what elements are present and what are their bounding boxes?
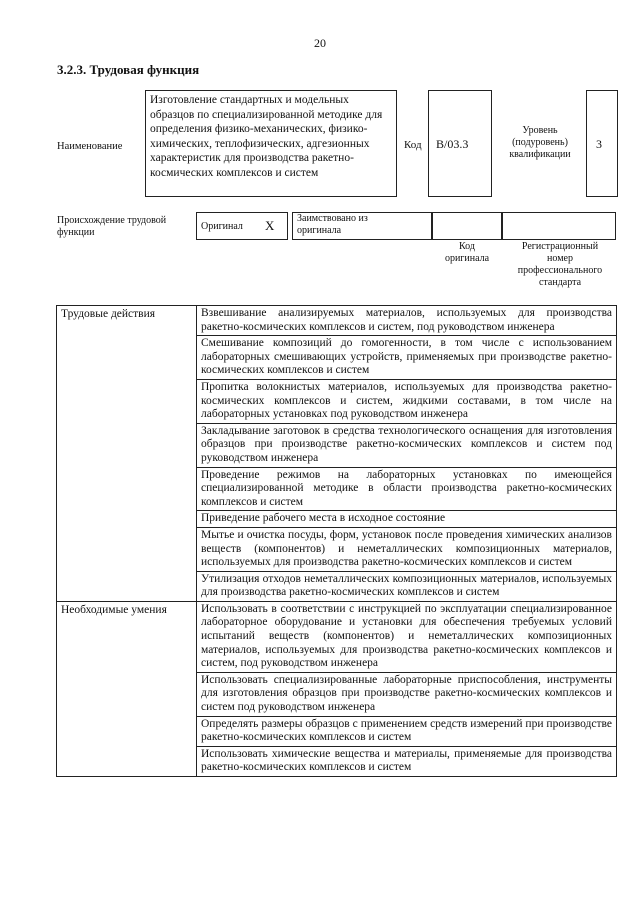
skill-item: Использовать специализированные лабораторные приспособления, инструменты для изготовления образцов при производстве ракетно-космических комплексов и систем под руководством инженера [197, 672, 617, 716]
page-number: 20 [314, 36, 326, 50]
skill-item: Использовать в соответствии с инструкцией по эксплуатации специализированное лабораторное оборудование и установки для обеспечения требуемых условий испытаний веществ (компонентов) и неметаллических композиционных материалов, используемых для производства ракетно-космических комплексов и систем, под руководством инженера [197, 601, 617, 672]
function-name-box: Изготовление стандартных и модельных образцов по специализированной методике для определения физико-механических, физико-химических, теплофизических, адгезионных характеристик для производства ракетно-космических комплексов и систем [145, 90, 397, 197]
labor-action-item: Мытье и очистка посуды, форм, установок после проведения химических анализов веществ (компонентов) и неметаллических композиционных материалов, используемых для производства ракетно-космических комплексов и систем [197, 527, 617, 571]
labor-action-item: Взвешивание анализируемых материалов, используемых для производства ракетно-космических комплексов и систем, под руководством инженера [197, 306, 617, 336]
table-row [57, 306, 617, 336]
name-label: Наименование [57, 141, 123, 152]
registration-number-box [502, 212, 616, 240]
table-row [57, 601, 617, 672]
original-mark: X [265, 218, 275, 233]
section-title: 3.2.3. Трудовая функция [57, 62, 200, 77]
code-value: B/03.3 [436, 137, 469, 151]
original-code-label: Код оригинала [444, 241, 490, 264]
level-box [586, 90, 618, 197]
labor-action-item: Утилизация отходов неметаллических композиционных материалов, используемых для производства ракетно-космических комплексов и систем [197, 571, 617, 601]
labor-action-item: Пропитка волокнистых материалов, используемых для производства ракетно-космических комплексов и систем, жидкими составами, в том числе на лабораторных установках под руководством инженера [197, 379, 617, 423]
original-label: Оригинал [201, 221, 243, 232]
level-label: Уровень (подуровень) квалификации [509, 125, 571, 160]
labor-action-item: Проведение режимов на лабораторных установках по имеющейся специализированной методике в области производства ракетно-космических комплексов и систем [197, 467, 617, 511]
labor-action-item: Закладывание заготовок в средства технологического оснащения для изготовления образцов при производстве ракетно-космических комплексов и систем под руководством инженера [197, 423, 617, 467]
skill-item: Использовать химические вещества и материалы, применяемые для производства ракетно-космических комплексов и систем [197, 746, 617, 776]
origin-label: Происхождение трудовой функции [57, 215, 167, 238]
labor-action-item: Смешивание композиций до гомогенности, в том числе с использованием лабораторных смешивающих устройств, применяемых при производстве ракетно-космических комплексов и систем [197, 336, 617, 380]
skills-title: Необходимые умения [57, 601, 197, 776]
labor-actions-title: Трудовые действия [57, 306, 197, 602]
skill-item: Определять размеры образцов с применением средств измерений при производстве ракетно-космических комплексов и систем [197, 716, 617, 746]
registration-number-label: Регистрационный номер профессионального стандарта [517, 241, 603, 288]
code-label: Код [404, 139, 422, 151]
original-code-box [432, 212, 502, 240]
borrowed-label: Заимствовано из оригинала [297, 213, 368, 236]
labor-action-item: Приведение рабочего места в исходное состояние [197, 511, 617, 528]
function-table [56, 305, 617, 777]
level-value: 3 [596, 137, 602, 151]
